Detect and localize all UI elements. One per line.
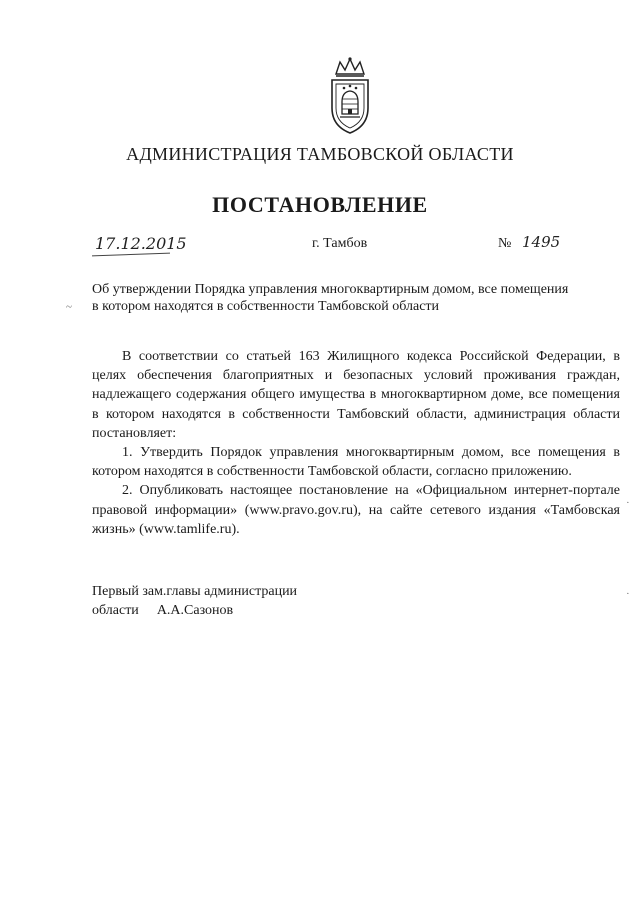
- subject-line: в котором находятся в собственности Тамбовской области: [92, 299, 440, 314]
- signature-block: [92, 582, 297, 620]
- organization-title: АДМИНИСТРАЦИЯ ТАМБОВСКОЙ ОБЛАСТИ: [126, 144, 514, 164]
- signatory-title: Первый зам.главы администрации: [92, 584, 298, 599]
- scan-mark: ~: [66, 301, 72, 313]
- signatory-title-cont: области: [92, 603, 139, 618]
- document-date: 17.12.2015: [95, 234, 187, 253]
- date-underline: [92, 253, 170, 257]
- document-type-title: ПОСТАНОВЛЕНИЕ: [212, 192, 428, 217]
- preamble-paragraph: В соответствии со статьей 163 Жилищного кодекса Российской Федерации, в целях обеспечения благоприятных и безопасных условий проживания граждан, надлежащего содержания общего имущества в многоквартирном доме, все помещения в котором находятся в собственности Тамбовский области, администрация области постановляет:: [92, 349, 620, 441]
- document-number: 1495: [522, 233, 561, 251]
- coat-of-arms-icon: [322, 56, 378, 136]
- resolution-item-1: 1. Утвердить Порядок управления многоквартирным домом, все помещения в котором находятся в собственности Тамбовской области, согласно приложению.: [92, 445, 620, 480]
- scan-mark: ·: [626, 497, 630, 509]
- subject-line: Об утверждении Порядка управления многоквартирным домом, все помещения: [92, 282, 569, 297]
- document-subject: [92, 281, 624, 315]
- document-number-label: №: [498, 236, 512, 251]
- document-city: г. Тамбов: [312, 236, 368, 251]
- scan-mark: ·: [626, 588, 630, 600]
- resolution-item-2: 2. Опубликовать настоящее постановление на «Официальном интернет-портале правовой информации» (www.pravo.gov.ru), на сайте сетевого издания «Тамбовская жизнь» (www.tamlife.ru).: [92, 483, 620, 537]
- document-body: [92, 347, 620, 539]
- signatory-name: А.А.Сазонов: [156, 603, 234, 618]
